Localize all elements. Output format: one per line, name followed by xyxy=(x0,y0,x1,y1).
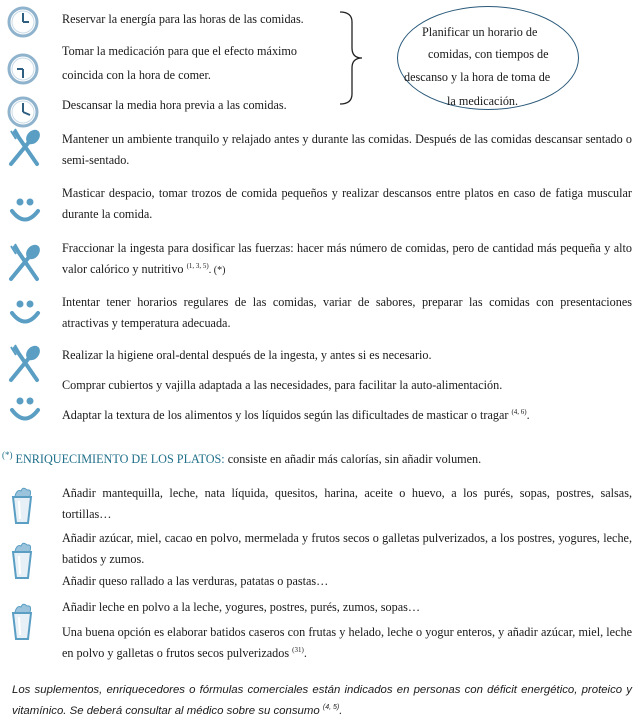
enrich-1: Añadir mantequilla, leche, nata líquida, quesitos, harina, aceite o huevo, a los purés, sopas, postres, salsas, tortillas… xyxy=(62,486,632,521)
tip-3: Fraccionar la ingesta para dosificar las fuerzas: hacer más número de comidas, pero de cantidad más pequeña y alto valor calórico y nutritivo xyxy=(62,241,632,276)
clock-icon xyxy=(6,52,40,86)
glass-icon xyxy=(7,601,37,641)
tip-4: Intentar tener horarios regulares de las comidas, variar de sabores, preparar las comidas con presentaciones atractivas y temperatura adecuada. xyxy=(62,295,632,330)
enrich-4: Añadir leche en polvo a la leche, yogures, postres, purés, zumos, sopas… xyxy=(62,600,421,614)
footer-note-ref: (4, 5) xyxy=(322,704,340,712)
oval-line: comidas, con tiempos de xyxy=(428,47,549,61)
footer-note-end: . xyxy=(339,705,343,717)
schedule-item: coincida con la hora de comer. xyxy=(62,68,211,82)
tip-text xyxy=(62,292,632,334)
smiley-icon xyxy=(8,196,42,226)
schedule-item: Descansar la media hora previa a las comidas. xyxy=(62,98,287,112)
enrich-5-ref: (31) xyxy=(292,645,304,654)
enrich-5-end: . xyxy=(303,646,307,660)
tip-1: Mantener un ambiente tranquilo y relajado antes y durante las comidas. Después de las comidas descansar sentado o semi-sentado. xyxy=(62,132,632,167)
glass-icon xyxy=(7,485,37,525)
fork-spoon-icon xyxy=(6,344,42,384)
tip-3-mark: . (*) xyxy=(208,265,226,276)
tip-7-end: . xyxy=(526,408,530,422)
tip-text xyxy=(62,129,632,171)
enrich-5: Una buena opción es elaborar batidos caseros con frutas y helado, leche o yogur enteros, y añadir azúcar, miel, leche en polvo y galletas o frutos secos pulverizados xyxy=(62,625,632,660)
schedule-item: Reservar la energía para las horas de las comidas. xyxy=(62,12,304,26)
glass-icon xyxy=(7,540,37,580)
enrich-text xyxy=(62,622,632,664)
oval-line: Planificar un horario de xyxy=(422,25,538,39)
enrich-heading-rest: consiste en añadir más calorías, sin añadir volumen. xyxy=(227,452,482,466)
oval-line: la medicación. xyxy=(447,94,519,108)
clock-icon xyxy=(6,5,40,39)
footer-note-text: Los suplementos, enriquecedores o fórmulas comerciales están indicados en personas con déficit energético, proteico y vitamínico. Se deberá consultar al médico sobre su consumo xyxy=(12,684,632,717)
oval-line: descanso y la hora de toma de xyxy=(404,70,551,84)
tip-7-line xyxy=(62,407,530,423)
footer-note xyxy=(12,680,632,722)
tip-text xyxy=(62,183,632,225)
tip-7-ref: (4, 6) xyxy=(511,407,527,416)
fork-spoon-icon xyxy=(6,128,42,168)
enrich-heading-line xyxy=(2,451,481,467)
enrich-3: Añadir queso rallado a las verduras, patatas o pastas… xyxy=(62,574,329,588)
smiley-icon xyxy=(8,395,42,425)
enrich-text xyxy=(62,528,632,570)
fork-spoon-icon xyxy=(6,243,42,283)
tip-7: Adaptar la textura de los alimentos y los líquidos según las dificultades de masticar o tragar xyxy=(62,408,509,422)
tip-text xyxy=(62,238,632,281)
schedule-item: Tomar la medicación para que el efecto máximo xyxy=(62,44,298,58)
enrich-2: Añadir azúcar, miel, cacao en polvo, mermelada y frutos secos o galletas pulverizados, a los postres, yogures, leche, batidos y zumos. xyxy=(62,531,632,566)
tip-2: Masticar despacio, tomar trozos de comida pequeños y realizar descansos entre platos en caso de fatiga muscular durante la comida. xyxy=(62,186,632,221)
enrich-heading: ENRIQUECIMIENTO DE LOS PLATOS: xyxy=(15,452,225,466)
clock-icon xyxy=(6,95,40,129)
enrich-mark: (*) xyxy=(2,449,13,460)
brace-icon xyxy=(338,8,364,108)
tip-5: Realizar la higiene oral-dental después de la ingesta, y antes si es necesario. xyxy=(62,348,432,362)
tip-6: Comprar cubiertos y vajilla adaptada a las necesidades, para facilitar la auto-alimentación. xyxy=(62,378,503,392)
smiley-icon xyxy=(8,298,42,328)
enrich-text xyxy=(62,483,632,525)
tip-3-ref: (1, 3, 5) xyxy=(186,261,209,270)
